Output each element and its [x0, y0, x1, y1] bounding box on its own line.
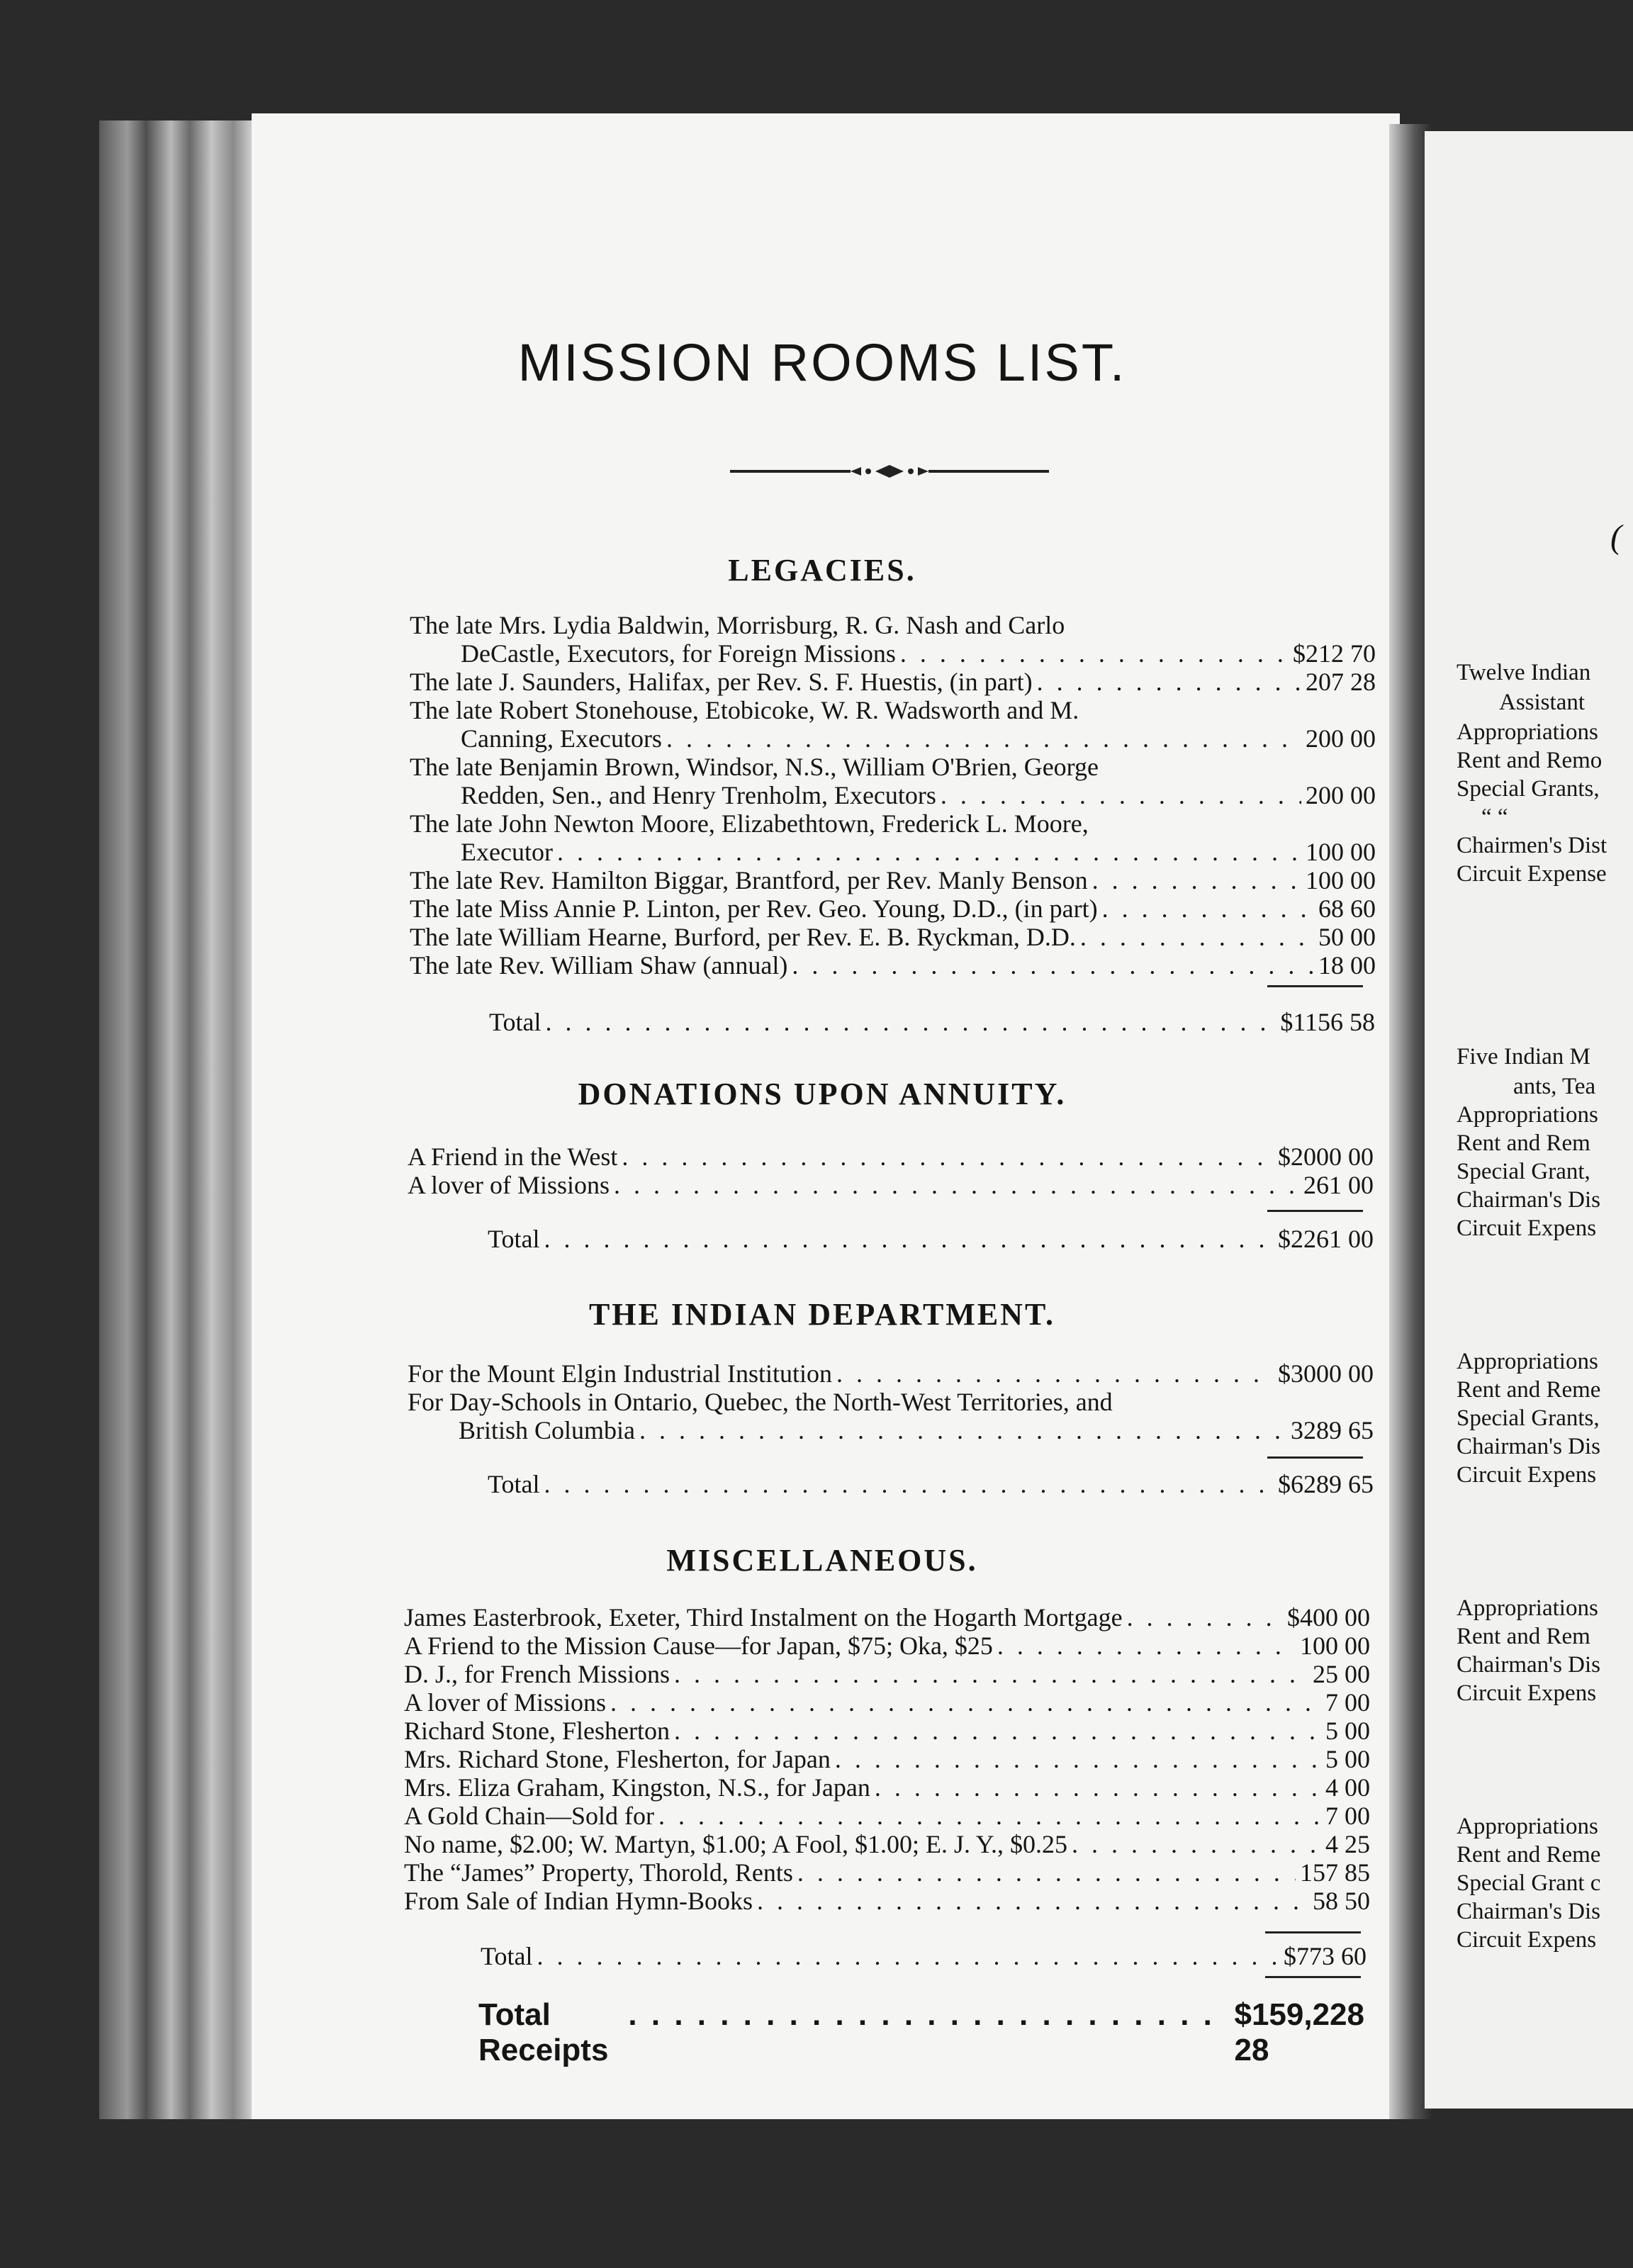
facing-page-line: Five Indian M: [1457, 1044, 1590, 1070]
entry-text: The late Rev. Hamilton Biggar, Brantford, per Rev. Manly Benson: [410, 866, 1088, 894]
list-item: [410, 951, 1376, 979]
entry-amount: 4 25: [1325, 1830, 1370, 1858]
total-rule: [1267, 985, 1363, 987]
list-item: [410, 894, 1376, 923]
leader-dots: [1127, 1603, 1283, 1632]
entry-text: The late Mrs. Lydia Baldwin, Morrisburg, R. G. Nash and Carlo: [410, 611, 1065, 639]
leader-dots: [1072, 1830, 1321, 1858]
entry-amount: 68 60: [1318, 894, 1376, 923]
leader-dots: [544, 1225, 1274, 1253]
leader-dots: [614, 1171, 1299, 1199]
leader-dots: [545, 1008, 1276, 1036]
total-label: Total: [489, 1008, 541, 1036]
facing-page-line: Special Grants,: [1457, 1405, 1600, 1431]
entry-text: James Easterbrook, Exeter, Third Instalment on the Hogarth Mortgage: [404, 1603, 1123, 1632]
facing-page-line: ants, Tea: [1513, 1074, 1596, 1099]
entry-amount: 7 00: [1325, 1688, 1370, 1717]
leader-dots: [1102, 894, 1314, 923]
facing-page-line: Twelve Indian: [1457, 660, 1591, 685]
section-heading: MISCELLANEOUS.: [666, 1543, 978, 1578]
leader-dots: [1080, 923, 1314, 951]
entry-amount: 200 00: [1306, 724, 1376, 753]
entry-amount: 50 00: [1318, 923, 1376, 951]
total-amount: $6289 65: [1278, 1470, 1374, 1498]
entry-text: The late John Newton Moore, Elizabethtown, Frederick L. Moore,: [410, 809, 1089, 838]
leader-dots: [836, 1359, 1274, 1388]
section-heading: DONATIONS UPON ANNUITY.: [578, 1077, 1067, 1111]
leader-dots: [639, 1416, 1286, 1444]
entry-text: For Day-Schools in Ontario, Quebec, the North-West Territories, and: [408, 1388, 1113, 1416]
leader-dots: [658, 1802, 1321, 1830]
entry-amount: 157 85: [1300, 1858, 1370, 1887]
list-item: [404, 1773, 1370, 1802]
facing-page-line: Appropriations: [1457, 1595, 1598, 1621]
grand-total-amount: $159,228 28: [1234, 1997, 1364, 2067]
leader-dots: [557, 838, 1301, 866]
leader-dots: [792, 951, 1314, 979]
list-item: [408, 1143, 1374, 1171]
list-item: [404, 1858, 1370, 1887]
facing-page-line: Circuit Expense: [1457, 861, 1607, 887]
facing-page-line: Rent and Rem: [1457, 1130, 1590, 1156]
entry-amount: 4 00: [1325, 1773, 1370, 1802]
entry-text: A lover of Missions: [404, 1688, 607, 1717]
entry-amount: 207 28: [1306, 668, 1376, 696]
entry-text: A Friend to the Mission Cause—for Japan, $75; Oka, $25: [404, 1632, 993, 1660]
section-heading: THE INDIAN DEPARTMENT.: [588, 1297, 1056, 1332]
list-item: [404, 1632, 1370, 1660]
list-item: [410, 611, 1376, 668]
entry-text: D. J., for French Missions: [404, 1660, 670, 1688]
leader-dots: [757, 1887, 1308, 1915]
entry-text: British Columbia: [459, 1416, 636, 1444]
entry-amount: 18 00: [1318, 951, 1376, 979]
facing-page-line: “ “: [1481, 804, 1508, 830]
facing-page-line: Special Grant,: [1457, 1159, 1590, 1184]
facing-page-line: Circuit Expens: [1457, 1927, 1597, 1953]
leader-dots: [797, 1858, 1296, 1887]
leader-dots: [674, 1717, 1321, 1745]
entry-amount: $2000 00: [1278, 1143, 1374, 1171]
entry-text: The late Benjamin Brown, Windsor, N.S., William O'Brien, George: [410, 753, 1099, 781]
facing-page-line: Appropriations: [1457, 719, 1598, 745]
entry-text: The late Miss Annie P. Linton, per Rev. Geo. Young, D.D., (in part): [410, 894, 1098, 923]
entry-text: Mrs. Richard Stone, Flesherton, for Japan: [404, 1745, 831, 1773]
leader-dots: [1092, 866, 1301, 894]
leader-dots: [622, 1143, 1274, 1171]
facing-page-line: Rent and Remo: [1457, 748, 1603, 773]
list-item: [410, 696, 1376, 753]
facing-page-line: Chairman's Dis: [1457, 1899, 1601, 1924]
entry-text: Executor: [461, 838, 553, 866]
total-label: Total: [488, 1225, 540, 1253]
entry-amount: 100 00: [1306, 838, 1376, 866]
entry-text: A Friend in the West: [408, 1143, 618, 1171]
entry-amount: 7 00: [1325, 1802, 1370, 1830]
list-item: [408, 1388, 1374, 1444]
entry-amount: 3289 65: [1291, 1416, 1374, 1444]
list-item: [410, 753, 1376, 809]
facing-page-line: Rent and Rem: [1457, 1624, 1590, 1649]
entry-amount: 58 50: [1313, 1887, 1370, 1915]
list-item: [410, 809, 1376, 866]
total-label: Total: [481, 1942, 533, 1970]
entry-text: The late Robert Stonehouse, Etobicoke, W. R. Wadsworth and M.: [410, 696, 1079, 724]
list-item: [404, 1830, 1370, 1858]
entry-text: The late William Hearne, Burford, per Rev. E. B. Ryckman, D.D.: [410, 923, 1076, 951]
facing-page-line: Appropriations: [1457, 1814, 1598, 1839]
section-total: [489, 1008, 1375, 1036]
entry-text: Mrs. Eliza Graham, Kingston, N.S., for Japan: [404, 1773, 870, 1802]
total-rule: [1267, 1210, 1363, 1212]
entry-amount: 100 00: [1300, 1632, 1370, 1660]
total-amount: $2261 00: [1278, 1225, 1374, 1253]
entry-text: Richard Stone, Flesherton: [404, 1717, 670, 1745]
section-total: [488, 1225, 1374, 1253]
list-item: [404, 1660, 1370, 1688]
grand-total-label: Total Receipts: [478, 1997, 609, 2067]
leader-dots: [941, 781, 1301, 809]
entry-text: A lover of Missions: [408, 1171, 610, 1199]
list-item: [404, 1688, 1370, 1717]
entry-amount: $400 00: [1287, 1603, 1370, 1632]
total-label: Total: [488, 1470, 540, 1498]
entry-text: From Sale of Indian Hymn-Books: [404, 1887, 753, 1915]
list-item: [410, 668, 1376, 696]
leader-dots: [610, 1688, 1321, 1717]
section-total: [481, 1942, 1367, 1970]
entry-text: A Gold Chain—Sold for: [404, 1802, 655, 1830]
total-amount: $1156 58: [1280, 1008, 1375, 1036]
leader-dots: [537, 1942, 1279, 1970]
section-total: [488, 1470, 1374, 1498]
total-rule: [1267, 1456, 1363, 1459]
leader-dots: [666, 724, 1301, 753]
facing-page-line: Chairmen's Dist: [1457, 833, 1607, 858]
entry-amount: 200 00: [1306, 781, 1376, 809]
grand-total: [478, 1997, 1364, 2068]
list-item: [404, 1887, 1370, 1915]
entry-amount: $3000 00: [1278, 1359, 1374, 1388]
leader-dots: [628, 1997, 1225, 2033]
facing-page-line: Chairman's Dis: [1457, 1434, 1601, 1459]
list-item: [408, 1359, 1374, 1388]
facing-page-line: Circuit Expens: [1457, 1462, 1597, 1488]
section-heading: LEGACIES.: [728, 553, 916, 588]
list-item: [404, 1745, 1370, 1773]
entry-text: DeCastle, Executors, for Foreign Missions: [461, 639, 896, 668]
entry-amount: 5 00: [1325, 1745, 1370, 1773]
entry-text: The late J. Saunders, Halifax, per Rev. S. F. Huestis, (in part): [410, 668, 1033, 696]
facing-page-line: Circuit Expens: [1457, 1216, 1597, 1241]
list-item: [410, 866, 1376, 894]
facing-page-line: Appropriations: [1457, 1102, 1598, 1128]
entry-text: For the Mount Elgin Industrial Institution: [408, 1359, 832, 1388]
entry-text: Canning, Executors: [461, 724, 662, 753]
total-rule: [1265, 1976, 1361, 1978]
total-amount: $773 60: [1284, 1942, 1367, 1970]
leader-dots: [997, 1632, 1296, 1660]
entry-text: Redden, Sen., and Henry Trenholm, Executors: [461, 781, 936, 809]
facing-page-line: Assistant: [1499, 690, 1586, 715]
list-item: [404, 1802, 1370, 1830]
list-item: [410, 923, 1376, 951]
facing-page-line: Chairman's Dis: [1457, 1652, 1601, 1678]
facing-page-line: Circuit Expens: [1457, 1680, 1597, 1706]
facing-page-line: Rent and Reme: [1457, 1377, 1601, 1403]
list-item: [408, 1171, 1374, 1199]
entry-text: The “James” Property, Thorold, Rents: [404, 1858, 793, 1887]
list-item: [404, 1717, 1370, 1745]
entry-amount: 261 00: [1303, 1171, 1374, 1199]
facing-page-line: Rent and Reme: [1457, 1842, 1601, 1868]
entry-text: No name, $2.00; W. Martyn, $1.00; A Fool, $1.00; E. J. Y., $0.25: [404, 1830, 1068, 1858]
total-rule: [1265, 1931, 1361, 1933]
list-item: [404, 1603, 1370, 1632]
page-title: MISSION ROOMS LIST.: [517, 333, 1127, 392]
entry-amount: 25 00: [1313, 1660, 1370, 1688]
leader-dots: [1037, 668, 1301, 696]
entry-amount: 5 00: [1325, 1717, 1370, 1745]
leader-dots: [544, 1470, 1274, 1498]
leader-dots: [674, 1660, 1308, 1688]
facing-page-line: Chairman's Dis: [1457, 1187, 1601, 1213]
entry-amount: $212 70: [1293, 639, 1376, 668]
facing-page-paren: (: [1610, 518, 1622, 556]
leader-dots: [875, 1773, 1321, 1802]
leader-dots: [900, 639, 1289, 668]
facing-page-line: Appropriations: [1457, 1349, 1598, 1374]
facing-page-line: Special Grant c: [1457, 1870, 1601, 1896]
facing-page-line: Special Grants,: [1457, 776, 1600, 802]
entry-amount: 100 00: [1306, 866, 1376, 894]
leader-dots: [835, 1745, 1321, 1773]
entry-text: The late Rev. William Shaw (annual): [410, 951, 788, 979]
